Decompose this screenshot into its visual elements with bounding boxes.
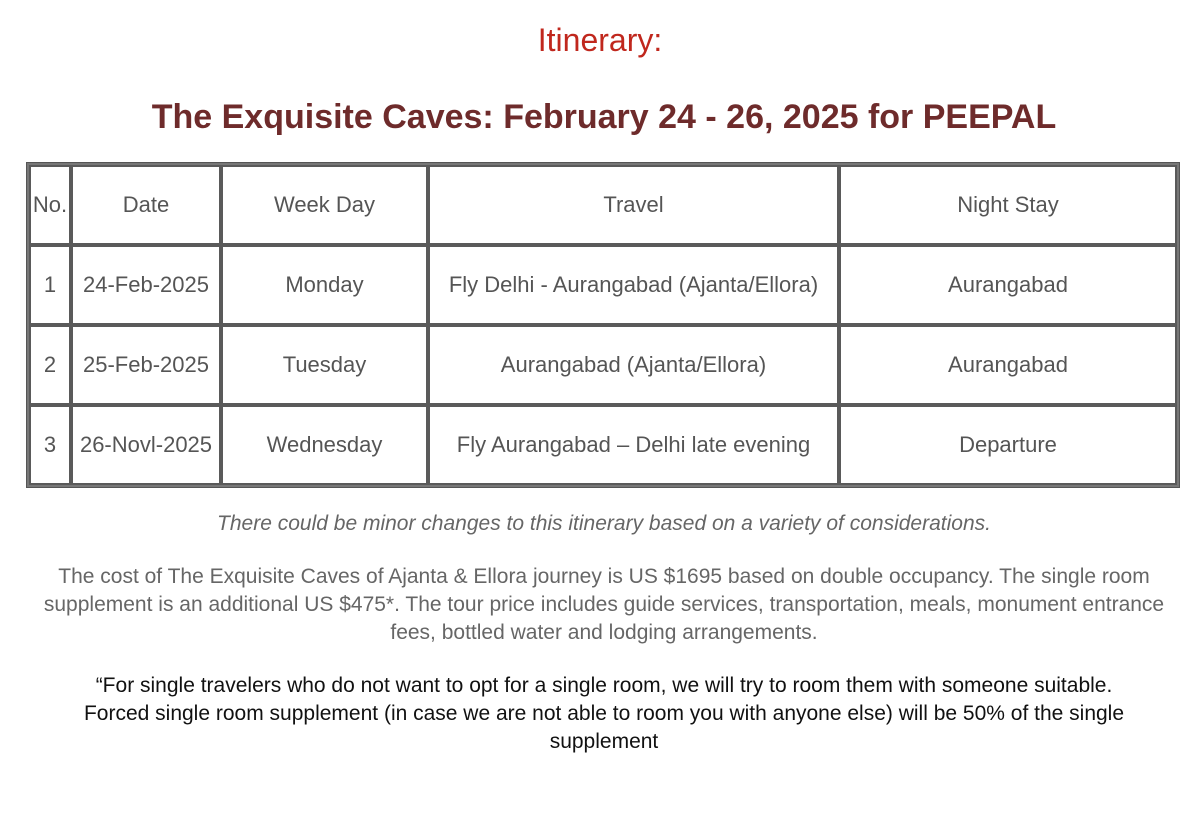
table-header-row [29,165,1177,245]
page-title: The Exquisite Caves: February 24 - 26, 2025 for PEEPAL [151,98,1057,136]
cell-date: 25-Feb-2025 [71,325,221,405]
single-policy-line-2: Forced single room supplement (in case we are not able to room you with anyone else) will be 50% of the single supplement [83,702,1125,753]
header-night-stay: Night Stay [839,165,1177,245]
itinerary-disclaimer: There could be minor changes to this itinerary based on a variety of considerations. [217,512,991,535]
header-date: Date [71,165,221,245]
cost-paragraph [35,563,1173,647]
cell-date: 24-Feb-2025 [71,245,221,325]
cell-travel: Aurangabad (Ajanta/Ellora) [428,325,839,405]
cell-week-day: Tuesday [221,325,428,405]
header-no: No. [29,165,71,245]
single-traveler-policy [35,672,1173,756]
cell-night-stay: Departure [839,405,1177,485]
cost-text: The cost of The Exquisite Caves of Ajanta & Ellora journey is US $1695 based on double occupancy. The single room supplement is an additional US $475*. The tour price includes guide services, transportation, meals, monument entrance fees, bottled water and lodging arrangements. [43,565,1165,644]
cell-no: 2 [29,325,71,405]
cell-week-day: Monday [221,245,428,325]
cell-no: 1 [29,245,71,325]
cell-no: 3 [29,405,71,485]
cell-week-day: Wednesday [221,405,428,485]
header-travel: Travel [428,165,839,245]
single-policy-line-1: “For single travelers who do not want to opt for a single room, we will try to room them with someone suitable. [95,674,1113,697]
header-week-day: Week Day [221,165,428,245]
cell-travel: Fly Aurangabad – Delhi late evening [428,405,839,485]
table-row [29,325,1177,405]
itinerary-table [27,163,1179,487]
table-row [29,245,1177,325]
cell-travel: Fly Delhi - Aurangabad (Ajanta/Ellora) [428,245,839,325]
table-row [29,405,1177,485]
cell-night-stay: Aurangabad [839,245,1177,325]
cell-date: 26-Novl-2025 [71,405,221,485]
page-heading: Itinerary: [537,22,663,58]
cell-night-stay: Aurangabad [839,325,1177,405]
